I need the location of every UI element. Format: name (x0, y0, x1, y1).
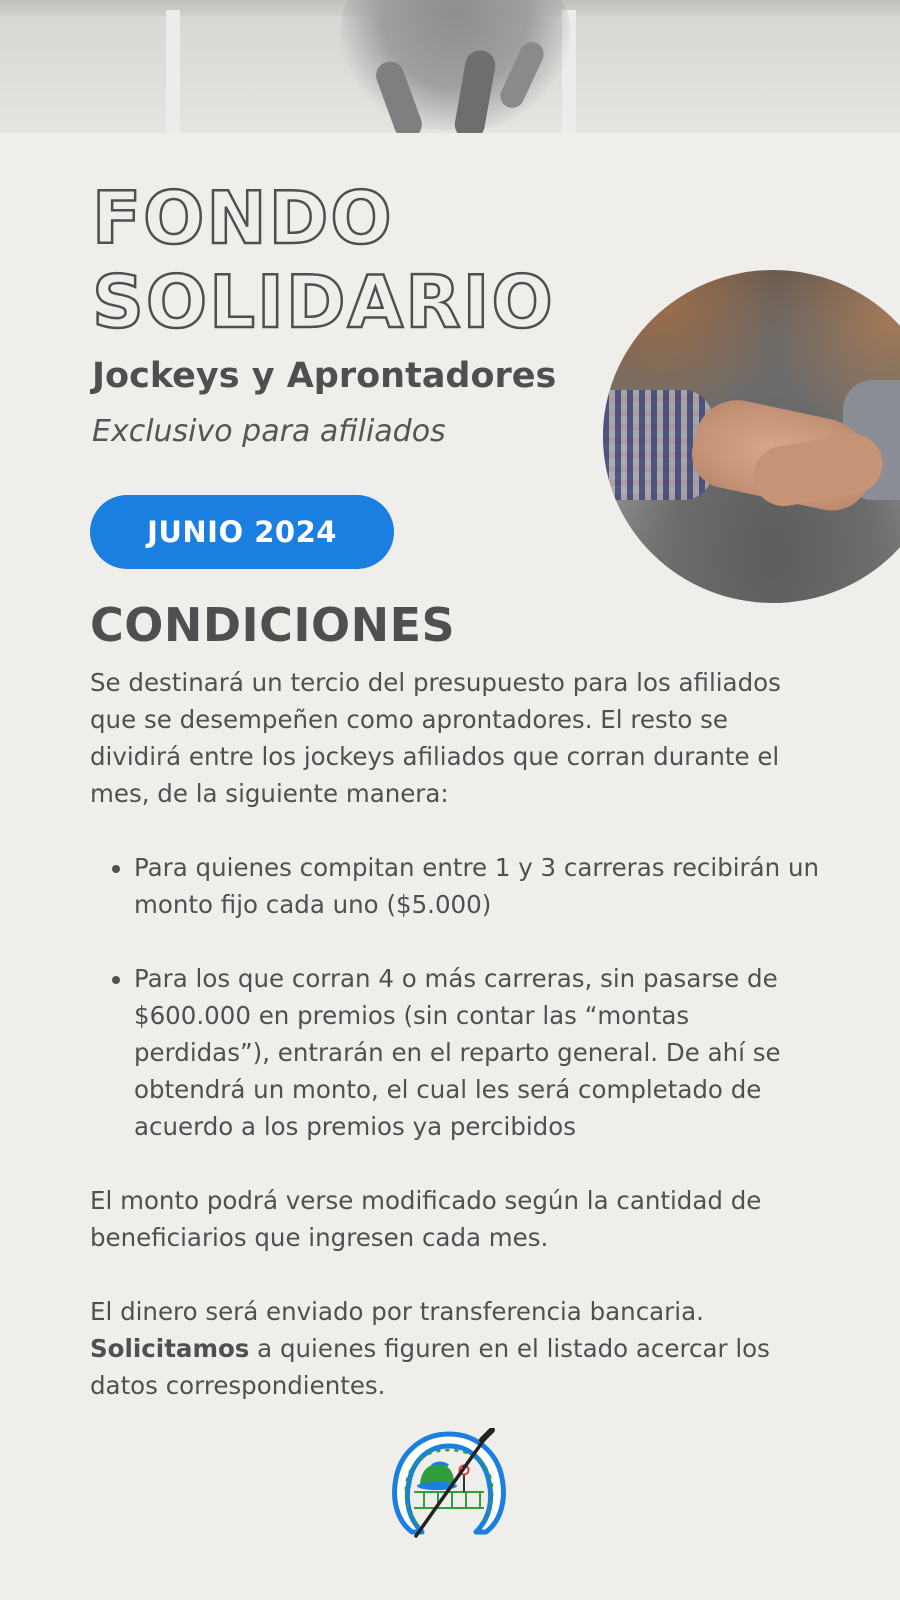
list-item: • Para los que corran 4 o más carreras, sin pasarse de $600.000 en premios (sin contar las “montas perdidas”), entrarán en el reparto general. De ahí se obtendrá un monto, el cual les será completado de acuerdo a los premios ya percibidos (134, 960, 820, 1145)
title-line-2: SOLIDARIO (92, 260, 555, 344)
hero-rail-post (166, 10, 180, 133)
subtitle: Jockeys y Aprontadores (92, 356, 557, 396)
request-text: a quienes figuren en el listado acercar los datos correspondientes. (90, 1334, 770, 1400)
transfer-text: El dinero será enviado por transferencia bancaria. (90, 1297, 704, 1326)
conditions-note: El monto podrá verse modificado según la cantidad de beneficiarios que ingresen cada mes. (90, 1186, 762, 1252)
conditions-list (90, 849, 820, 1145)
conditions-intro: Se destinará un tercio del presupuesto para los afiliados que se desempeñen como aprontadores. El resto se dividirá entre los jockeys afiliados que corran durante el mes, de la siguiente manera: (90, 668, 781, 808)
tagline: Exclusivo para afiliados (92, 414, 446, 449)
handshake-photo (603, 270, 900, 603)
hero-photo-banner (0, 0, 900, 133)
period-badge: JUNIO 2024 (90, 495, 394, 569)
horseshoe-whip-logo-icon (392, 1428, 506, 1538)
list-item: • Para quienes compitan entre 1 y 3 carreras recibirán un monto fijo cada uno ($5.000) (134, 849, 820, 923)
title-line-1: FONDO (92, 176, 394, 260)
request-bold: Solicitamos (90, 1334, 250, 1363)
conditions-transfer (90, 1293, 820, 1404)
conditions-body (90, 664, 820, 1404)
page-title (92, 176, 555, 344)
conditions-heading: CONDICIONES (90, 598, 456, 652)
